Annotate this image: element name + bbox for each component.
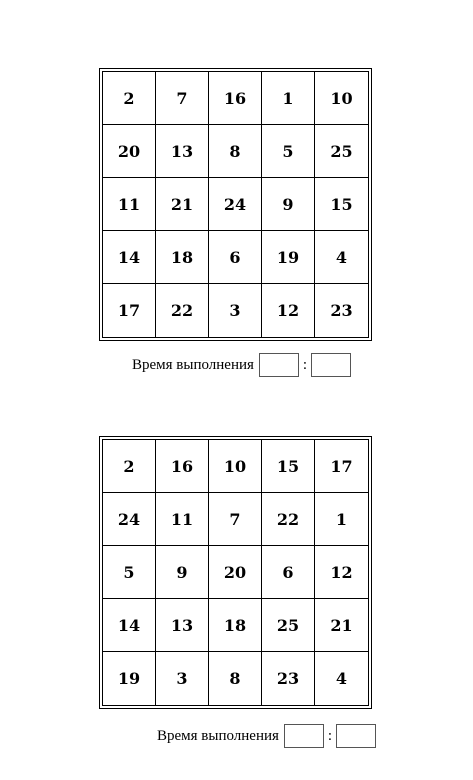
grid-cell: 6 <box>209 231 262 284</box>
grid-cell: 17 <box>103 284 156 337</box>
grid-cell: 9 <box>262 178 315 231</box>
grid-cell: 5 <box>262 125 315 178</box>
grid-cell: 16 <box>156 440 209 493</box>
completion-time-2 <box>157 724 376 748</box>
grid-cell: 23 <box>330 301 353 320</box>
grid-cell: 14 <box>103 599 156 652</box>
grid-cell: 12 <box>262 284 315 337</box>
seconds-field[interactable] <box>311 353 351 377</box>
grid-cell: 19 <box>103 652 156 705</box>
completion-time-label: Время выполнения <box>132 356 254 373</box>
grid-cell: 8 <box>209 125 262 178</box>
grid-cell: 7 <box>209 493 262 546</box>
number-grid <box>102 71 369 338</box>
schulte-table-2 <box>99 436 372 709</box>
grid-cell: 11 <box>103 178 156 231</box>
grid-cell: 4 <box>315 231 368 284</box>
grid-cell: 1 <box>262 72 315 125</box>
grid-cell: 20 <box>103 125 156 178</box>
grid-cell: 21 <box>156 178 209 231</box>
grid-cell: 3 <box>209 284 262 337</box>
grid-cell: 7 <box>156 72 209 125</box>
grid-cell: 19 <box>262 231 315 284</box>
completion-time-label: Время выполнения <box>157 727 279 744</box>
grid-cell: 20 <box>209 546 262 599</box>
grid-cell: 23 <box>262 652 315 705</box>
grid-cell: 13 <box>156 125 209 178</box>
grid-cell: 14 <box>103 231 156 284</box>
grid-cell: 13 <box>156 599 209 652</box>
completion-time-1 <box>132 353 351 377</box>
grid-cell: 15 <box>315 178 368 231</box>
grid-cell: 24 <box>209 178 262 231</box>
time-separator: : <box>327 727 333 744</box>
grid-cell: 12 <box>315 546 368 599</box>
schulte-table-1 <box>99 68 372 341</box>
grid-cell: 18 <box>156 231 209 284</box>
grid-cell: 2 <box>103 72 156 125</box>
grid-cell: 6 <box>262 546 315 599</box>
grid-cell: 25 <box>262 599 315 652</box>
grid-cell: 9 <box>156 546 209 599</box>
grid-cell: 18 <box>209 599 262 652</box>
grid-cell: 2 <box>103 440 156 493</box>
grid-cell: 10 <box>315 72 368 125</box>
grid-cell: 25 <box>315 125 368 178</box>
grid-cell: 1 <box>315 493 368 546</box>
minutes-field[interactable] <box>259 353 299 377</box>
grid-cell: 24 <box>103 493 156 546</box>
grid-cell: 15 <box>262 440 315 493</box>
grid-cell: 10 <box>209 440 262 493</box>
time-separator: : <box>302 356 308 373</box>
grid-cell: 11 <box>156 493 209 546</box>
grid-cell: 17 <box>315 440 368 493</box>
grid-cell: 4 <box>335 669 348 688</box>
grid-cell: 22 <box>156 284 209 337</box>
grid-cell: 3 <box>156 652 209 705</box>
grid-cell: 16 <box>209 72 262 125</box>
grid-cell: 21 <box>315 599 368 652</box>
minutes-field[interactable] <box>284 724 324 748</box>
grid-cell: 8 <box>209 652 262 705</box>
number-grid <box>102 439 369 706</box>
seconds-field[interactable] <box>336 724 376 748</box>
grid-cell: 5 <box>103 546 156 599</box>
grid-cell: 22 <box>262 493 315 546</box>
